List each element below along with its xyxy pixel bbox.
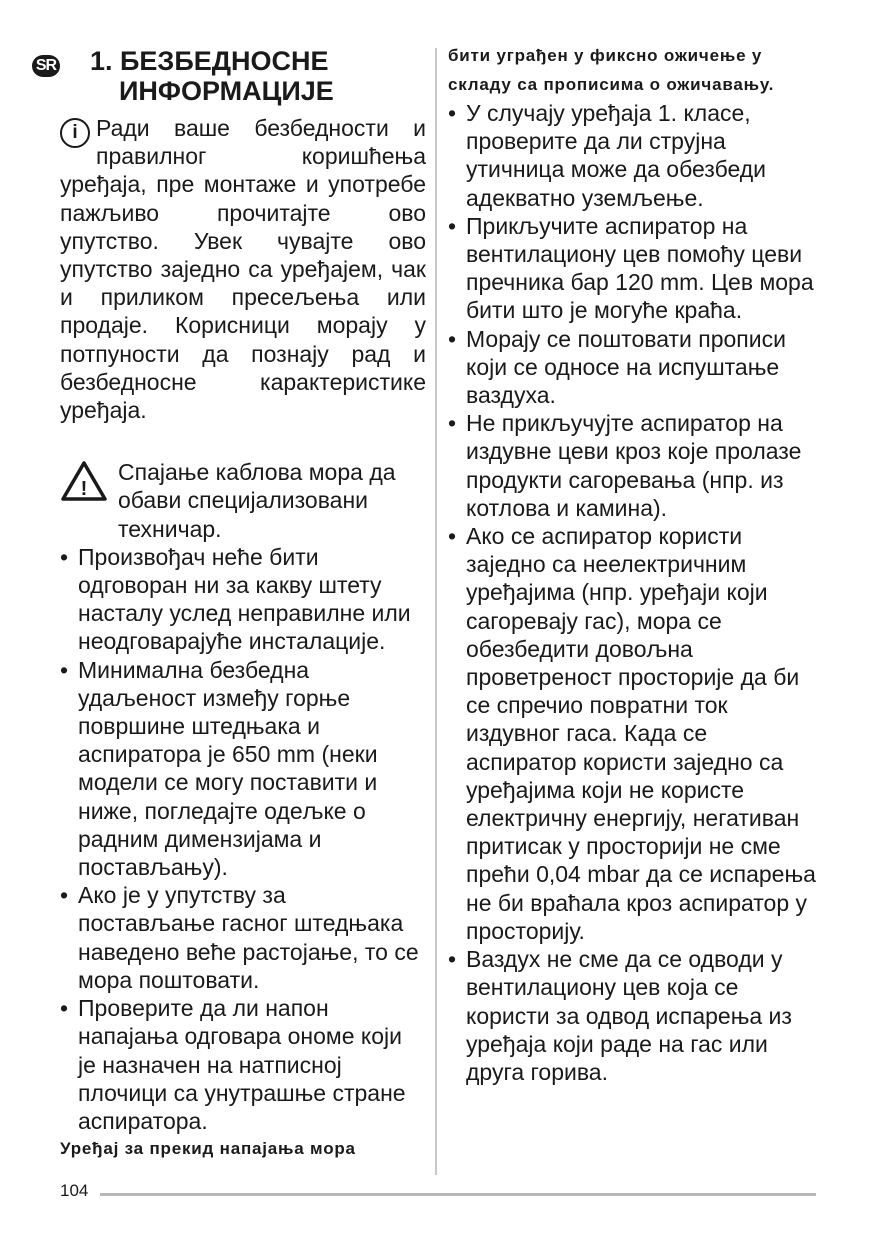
warning-triangle-icon [60, 460, 108, 502]
list-item: • Не прикључујте аспиратор на издувне цеви кроз које пролазе продукти сагоревања (нпр. из котлова и камина). [448, 409, 818, 522]
list-item: • Прикључите аспиратор на вентилациону цев помоћу цеви пречника бар 120 mm. Цев мора бити што је могуће краћа. [448, 212, 818, 325]
left-bullet-list [60, 543, 426, 1135]
list-item: • У случају уређаја 1. класе, проверите да ли струјна утичница може да обезбеди адекватно уземљење. [448, 99, 818, 212]
list-item: • Ваздух не сме да се одводи у вентилациону цев која се користи за одвод испарења из уређаја који раде на гас или друга горива. [448, 945, 818, 1086]
warning-text: Спајање каблова мора да обави специјализовани техничар. [118, 459, 396, 542]
list-item: • Морају се поштовати прописи који се односе на испуштање ваздуха. [448, 325, 818, 410]
warning-block [60, 458, 426, 543]
heading-line-2: ИНФОРМАЦИЈЕ [119, 76, 334, 106]
list-item: • Ако се аспиратор користи заједно са неелектричним уређајима (нпр. уређаји који сагоревају гас), мора се обезбедити довољна проветреност просторије да би се спречио повратни ток издувног гаса. Када се аспиратор користи заједно са уређајима који не користе електричну енергију, негативан притисак у просторији не сме прећи 0,04 mbar да се испарења не би враћала кроз аспиратор у просторију. [448, 522, 818, 945]
intro-paragraph [60, 114, 426, 424]
list-item: • Проверите да ли напон напајања одговара ономе који је назначен на натписној плочици са унутрашње стране аспиратора. [60, 994, 426, 1135]
list-item: • Ако је у упутству за постављање гасног штедњака наведено веће растојање, то се мора поштовати. [60, 881, 426, 994]
heading-line-1: 1. БЕЗБЕДНОСНЕ [90, 46, 329, 76]
list-item: • Произвођач неће бити одговоран ни за какву штету насталу услед неправилне или неодговарајуће инсталације. [60, 543, 426, 656]
page-number: 104 [60, 1181, 89, 1200]
switch-note-start: Уређај за прекид напајања мора [60, 1139, 356, 1159]
right-column [448, 42, 818, 1086]
footer-rule [100, 1193, 816, 1196]
right-bullet-list [448, 99, 818, 1086]
list-item: • Минимална безбедна удаљеност између горње површине штедњака и аспиратора је 650 mm (неки модели се могу поставити и ниже, погледајте одељке о радним димензијама и постављању). [60, 656, 426, 882]
info-icon: i [60, 118, 90, 148]
column-divider [435, 48, 437, 1175]
intro-text: Ради ваше безбедности и правилног коришћења уређаја, пре монтаже и употребе пажљиво прочитајте ово упутство. Увек чувајте ово упутство заједно са уређајем, чак и приликом пресељења или продаје. Корисници морају у потпуности да познају рад и безбедносне карактеристике уређаја. [60, 115, 426, 424]
language-badge: SR [32, 55, 60, 77]
section-heading [35, 46, 426, 106]
switch-note-end: бити уграђен у фиксно ожичење у складу са прописима о ожичавању. [448, 46, 775, 94]
warning-icon-glyph: ! [80, 478, 88, 501]
left-column [35, 42, 426, 1163]
